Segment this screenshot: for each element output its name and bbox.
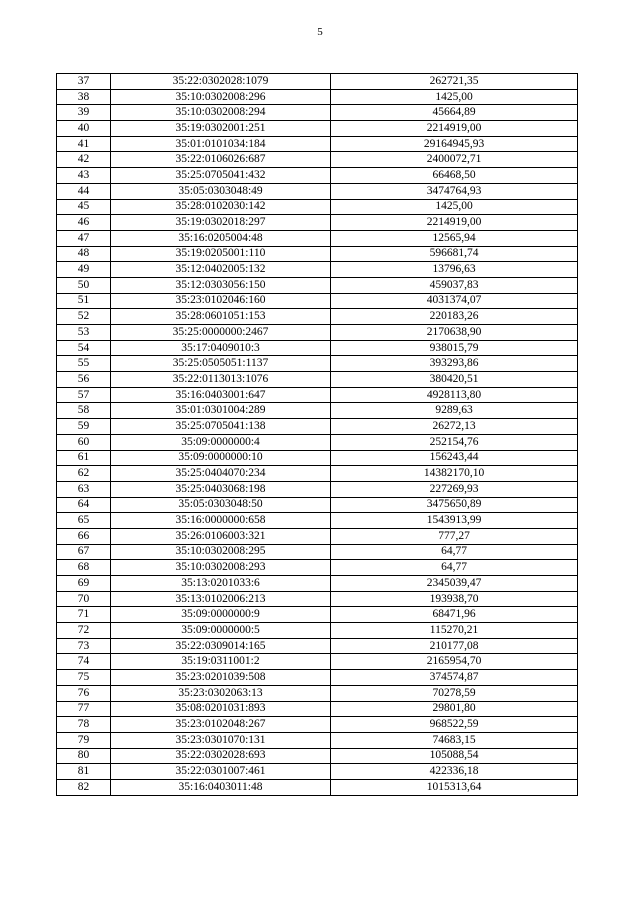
row-number-cell: 61 <box>57 450 111 466</box>
row-number-cell: 55 <box>57 356 111 372</box>
cadastral-number-cell: 35:22:0302028:1079 <box>111 74 331 90</box>
row-number-cell: 46 <box>57 215 111 231</box>
row-number-cell: 53 <box>57 325 111 341</box>
table-row <box>57 450 578 466</box>
cadastral-value-cell: 156243,44 <box>331 450 578 466</box>
cadastral-number-cell: 35:19:0302001:251 <box>111 121 331 137</box>
cadastral-number-cell: 35:19:0302018:297 <box>111 215 331 231</box>
cadastral-value-cell: 4928113,80 <box>331 387 578 403</box>
row-number-cell: 64 <box>57 497 111 513</box>
cadastral-value-cell: 210177,08 <box>331 638 578 654</box>
cadastral-value-cell: 374574,87 <box>331 670 578 686</box>
cadastral-value-cell: 3475650,89 <box>331 497 578 513</box>
cadastral-value-cell: 74683,15 <box>331 732 578 748</box>
row-number-cell: 48 <box>57 246 111 262</box>
cadastral-number-cell: 35:12:0303056:150 <box>111 277 331 293</box>
cadastral-number-cell: 35:22:0302028:693 <box>111 748 331 764</box>
cadastral-value-cell: 64,77 <box>331 544 578 560</box>
row-number-cell: 37 <box>57 74 111 90</box>
cadastral-value-cell: 115270,21 <box>331 623 578 639</box>
cadastral-number-cell: 35:09:0000000:10 <box>111 450 331 466</box>
cadastral-value-cell: 2400072,71 <box>331 152 578 168</box>
cadastral-value-cell: 12565,94 <box>331 230 578 246</box>
cadastral-number-cell: 35:22:0106026:687 <box>111 152 331 168</box>
row-number-cell: 41 <box>57 136 111 152</box>
table-row <box>57 199 578 215</box>
row-number-cell: 58 <box>57 403 111 419</box>
cadastral-value-cell: 220183,26 <box>331 309 578 325</box>
cadastral-number-cell: 35:16:0403001:647 <box>111 387 331 403</box>
cadastral-value-cell: 1425,00 <box>331 89 578 105</box>
row-number-cell: 54 <box>57 340 111 356</box>
cadastral-value-cell: 193938,70 <box>331 591 578 607</box>
cadastral-number-cell: 35:23:0201039:508 <box>111 670 331 686</box>
cadastral-number-cell: 35:23:0102048:267 <box>111 717 331 733</box>
cadastral-value-cell: 380420,51 <box>331 372 578 388</box>
cadastral-number-cell: 35:09:0000000:9 <box>111 607 331 623</box>
table-row <box>57 560 578 576</box>
table-row <box>57 230 578 246</box>
cadastral-value-cell: 68471,96 <box>331 607 578 623</box>
cadastral-number-cell: 35:28:0601051:153 <box>111 309 331 325</box>
cadastral-value-cell: 2165954,70 <box>331 654 578 670</box>
table-row <box>57 340 578 356</box>
row-number-cell: 60 <box>57 434 111 450</box>
row-number-cell: 76 <box>57 685 111 701</box>
row-number-cell: 50 <box>57 277 111 293</box>
row-number-cell: 49 <box>57 262 111 278</box>
cadastral-value-cell: 70278,59 <box>331 685 578 701</box>
row-number-cell: 75 <box>57 670 111 686</box>
table-row <box>57 528 578 544</box>
row-number-cell: 40 <box>57 121 111 137</box>
cadastral-number-cell: 35:25:0705041:432 <box>111 168 331 184</box>
table-row <box>57 717 578 733</box>
row-number-cell: 71 <box>57 607 111 623</box>
cadastral-number-cell: 35:28:0102030:142 <box>111 199 331 215</box>
row-number-cell: 81 <box>57 764 111 780</box>
table-row <box>57 576 578 592</box>
cadastral-value-cell: 26272,13 <box>331 419 578 435</box>
cadastral-number-cell: 35:12:0402005:132 <box>111 262 331 278</box>
cadastral-number-cell: 35:01:0301004:289 <box>111 403 331 419</box>
cadastral-value-table <box>56 73 578 796</box>
cadastral-number-cell: 35:13:0102006:213 <box>111 591 331 607</box>
table-row <box>57 434 578 450</box>
cadastral-value-cell: 4031374,07 <box>331 293 578 309</box>
row-number-cell: 38 <box>57 89 111 105</box>
table-row <box>57 638 578 654</box>
cadastral-value-cell: 14382170,10 <box>331 466 578 482</box>
cadastral-number-cell: 35:23:0302063:13 <box>111 685 331 701</box>
row-number-cell: 43 <box>57 168 111 184</box>
table-row <box>57 466 578 482</box>
row-number-cell: 57 <box>57 387 111 403</box>
cadastral-value-cell: 3474764,93 <box>331 183 578 199</box>
row-number-cell: 59 <box>57 419 111 435</box>
row-number-cell: 68 <box>57 560 111 576</box>
table-row <box>57 748 578 764</box>
table-row <box>57 764 578 780</box>
table-row <box>57 293 578 309</box>
cadastral-number-cell: 35:10:0302008:293 <box>111 560 331 576</box>
cadastral-number-cell: 35:22:0301007:461 <box>111 764 331 780</box>
cadastral-number-cell: 35:17:0409010:3 <box>111 340 331 356</box>
table-row <box>57 732 578 748</box>
cadastral-number-cell: 35:08:0201031:893 <box>111 701 331 717</box>
cadastral-number-cell: 35:25:0000000:2467 <box>111 325 331 341</box>
cadastral-number-cell: 35:05:0303048:50 <box>111 497 331 513</box>
cadastral-value-cell: 393293,86 <box>331 356 578 372</box>
cadastral-number-cell: 35:10:0302008:295 <box>111 544 331 560</box>
cadastral-number-cell: 35:09:0000000:5 <box>111 623 331 639</box>
row-number-cell: 82 <box>57 779 111 795</box>
row-number-cell: 39 <box>57 105 111 121</box>
table-body <box>57 74 578 796</box>
cadastral-number-cell: 35:25:0505051:1137 <box>111 356 331 372</box>
cadastral-value-cell: 13796,63 <box>331 262 578 278</box>
cadastral-value-cell: 1425,00 <box>331 199 578 215</box>
row-number-cell: 79 <box>57 732 111 748</box>
cadastral-value-cell: 66468,50 <box>331 168 578 184</box>
table-row <box>57 654 578 670</box>
cadastral-value-cell: 2214919,00 <box>331 215 578 231</box>
table-row <box>57 183 578 199</box>
page-number: 5 <box>317 26 323 38</box>
cadastral-number-cell: 35:22:0113013:1076 <box>111 372 331 388</box>
row-number-cell: 78 <box>57 717 111 733</box>
cadastral-value-cell: 2345039,47 <box>331 576 578 592</box>
table-row <box>57 481 578 497</box>
cadastral-value-cell: 777,27 <box>331 528 578 544</box>
table-row <box>57 121 578 137</box>
cadastral-number-cell: 35:25:0705041:138 <box>111 419 331 435</box>
cadastral-number-cell: 35:23:0301070:131 <box>111 732 331 748</box>
cadastral-value-cell: 45664,89 <box>331 105 578 121</box>
cadastral-number-cell: 35:26:0106003:321 <box>111 528 331 544</box>
row-number-cell: 77 <box>57 701 111 717</box>
row-number-cell: 63 <box>57 481 111 497</box>
row-number-cell: 72 <box>57 623 111 639</box>
cadastral-number-cell: 35:09:0000000:4 <box>111 434 331 450</box>
table-row <box>57 403 578 419</box>
table-row <box>57 779 578 795</box>
cadastral-number-cell: 35:19:0205001:110 <box>111 246 331 262</box>
cadastral-value-cell: 9289,63 <box>331 403 578 419</box>
row-number-cell: 44 <box>57 183 111 199</box>
table-row <box>57 152 578 168</box>
cadastral-value-cell: 29164945,93 <box>331 136 578 152</box>
row-number-cell: 52 <box>57 309 111 325</box>
table-row <box>57 670 578 686</box>
cadastral-number-cell: 35:10:0302008:296 <box>111 89 331 105</box>
cadastral-number-cell: 35:10:0302008:294 <box>111 105 331 121</box>
cadastral-value-cell: 938015,79 <box>331 340 578 356</box>
table-row <box>57 387 578 403</box>
cadastral-value-cell: 64,77 <box>331 560 578 576</box>
row-number-cell: 80 <box>57 748 111 764</box>
table-row <box>57 685 578 701</box>
row-number-cell: 45 <box>57 199 111 215</box>
table-row <box>57 277 578 293</box>
table-row <box>57 591 578 607</box>
row-number-cell: 74 <box>57 654 111 670</box>
table-row <box>57 607 578 623</box>
row-number-cell: 69 <box>57 576 111 592</box>
cadastral-value-cell: 105088,54 <box>331 748 578 764</box>
table-row <box>57 105 578 121</box>
cadastral-number-cell: 35:16:0000000:658 <box>111 513 331 529</box>
table-row <box>57 419 578 435</box>
cadastral-number-cell: 35:19:0311001:2 <box>111 654 331 670</box>
table-row <box>57 623 578 639</box>
cadastral-value-cell: 252154,76 <box>331 434 578 450</box>
cadastral-value-cell: 1015313,64 <box>331 779 578 795</box>
cadastral-value-cell: 459037,83 <box>331 277 578 293</box>
row-number-cell: 67 <box>57 544 111 560</box>
row-number-cell: 47 <box>57 230 111 246</box>
table-row <box>57 74 578 90</box>
table-row <box>57 89 578 105</box>
table-row <box>57 309 578 325</box>
cadastral-value-cell: 262721,35 <box>331 74 578 90</box>
cadastral-value-cell: 596681,74 <box>331 246 578 262</box>
cadastral-value-cell: 1543913,99 <box>331 513 578 529</box>
row-number-cell: 56 <box>57 372 111 388</box>
table-row <box>57 372 578 388</box>
row-number-cell: 66 <box>57 528 111 544</box>
cadastral-number-cell: 35:16:0205004:48 <box>111 230 331 246</box>
cadastral-value-cell: 227269,93 <box>331 481 578 497</box>
cadastral-number-cell: 35:25:0403068:198 <box>111 481 331 497</box>
table-row <box>57 356 578 372</box>
cadastral-value-cell: 2170638,90 <box>331 325 578 341</box>
cadastral-number-cell: 35:25:0404070:234 <box>111 466 331 482</box>
table-row <box>57 262 578 278</box>
table-row <box>57 701 578 717</box>
table-row <box>57 168 578 184</box>
row-number-cell: 62 <box>57 466 111 482</box>
cadastral-value-cell: 29801,80 <box>331 701 578 717</box>
table-row <box>57 513 578 529</box>
row-number-cell: 51 <box>57 293 111 309</box>
cadastral-number-cell: 35:22:0309014:165 <box>111 638 331 654</box>
cadastral-number-cell: 35:05:0303048:49 <box>111 183 331 199</box>
cadastral-number-cell: 35:01:0101034:184 <box>111 136 331 152</box>
table-row <box>57 497 578 513</box>
row-number-cell: 65 <box>57 513 111 529</box>
cadastral-number-cell: 35:16:0403011:48 <box>111 779 331 795</box>
table-row <box>57 136 578 152</box>
cadastral-number-cell: 35:13:0201033:6 <box>111 576 331 592</box>
table-row <box>57 215 578 231</box>
row-number-cell: 42 <box>57 152 111 168</box>
table-row <box>57 325 578 341</box>
cadastral-value-cell: 2214919,00 <box>331 121 578 137</box>
cadastral-value-cell: 422336,18 <box>331 764 578 780</box>
row-number-cell: 73 <box>57 638 111 654</box>
row-number-cell: 70 <box>57 591 111 607</box>
table-row <box>57 246 578 262</box>
cadastral-number-cell: 35:23:0102046:160 <box>111 293 331 309</box>
table-row <box>57 544 578 560</box>
cadastral-value-cell: 968522,59 <box>331 717 578 733</box>
